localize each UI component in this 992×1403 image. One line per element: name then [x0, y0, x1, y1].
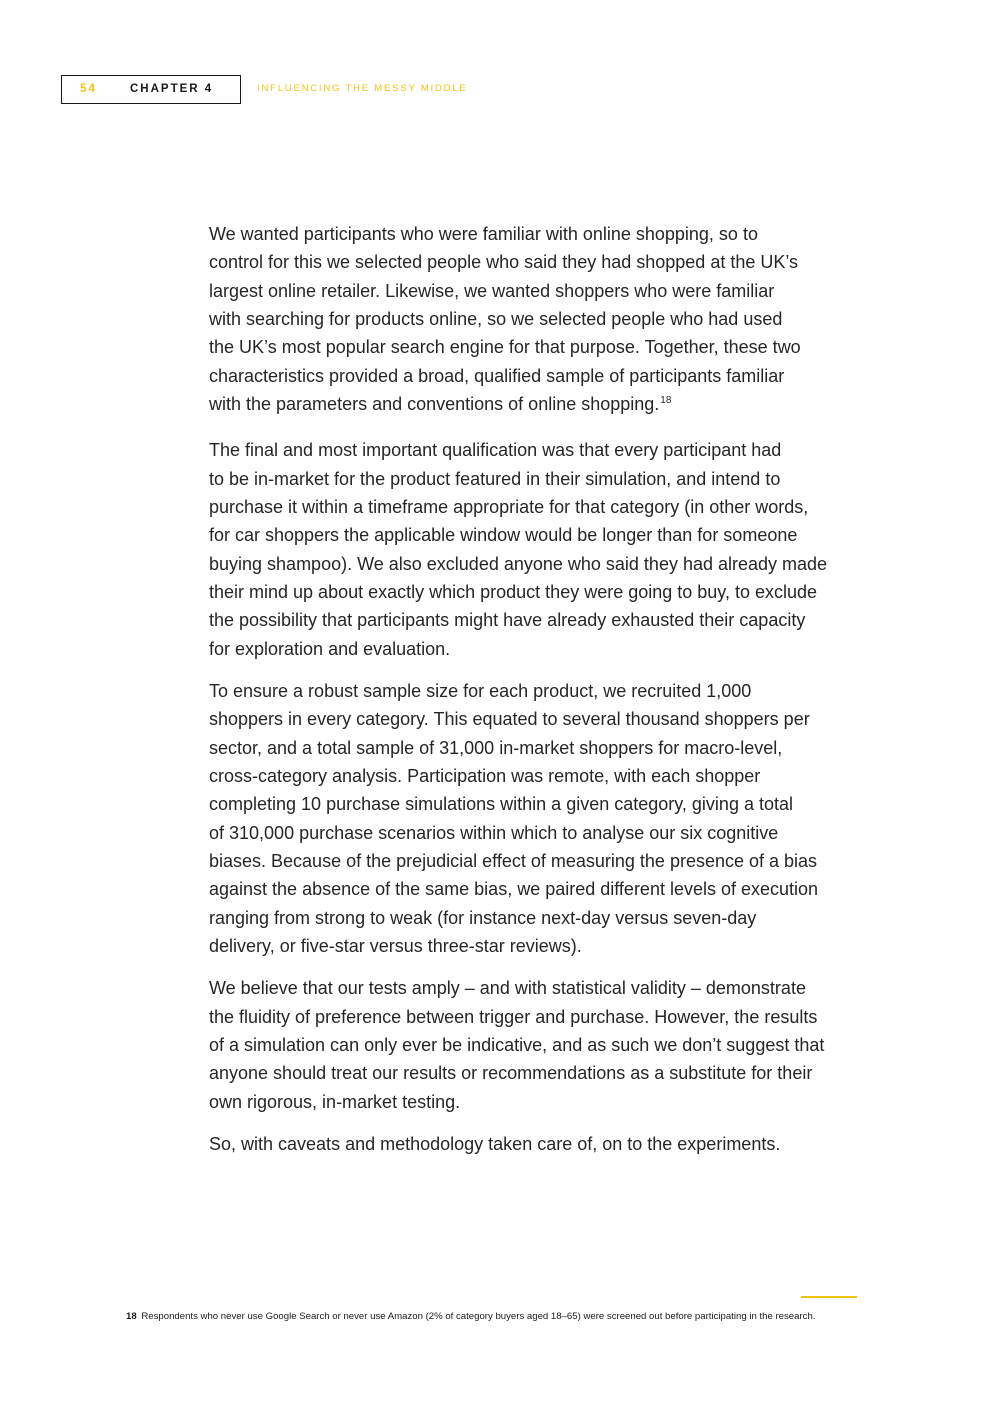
text-line: the UK’s most popular search engine for that purpose. Together, these two [209, 337, 801, 358]
text-line: control for this we selected people who said they had shopped at the UK’s [209, 252, 799, 273]
text-line: with the parameters and conventions of online shopping. [209, 393, 660, 414]
chapter-box [61, 75, 241, 104]
footnote-divider [801, 1296, 857, 1298]
text-line: So, with caveats and methodology taken care of, on to the experiments. [209, 1133, 781, 1154]
text-line: shoppers in every category. This equated to several thousand shoppers per [209, 709, 810, 730]
text-line-with-footnote [209, 390, 909, 422]
text-line: buying shampoo). We also excluded anyone who said they had already made [209, 553, 828, 574]
text-line: for exploration and evaluation. [209, 638, 451, 659]
text-line: ranging from strong to weak (for instance next-day versus seven-day [209, 907, 757, 928]
text-line: The final and most important qualification was that every participant had [209, 440, 782, 461]
text-line: biases. Because of the prejudicial effect of measuring the presence of a bias [209, 850, 818, 871]
paragraph-1 [209, 220, 909, 422]
paragraph-2 [209, 436, 909, 663]
text-line: purchase it within a timeframe appropriate for that category (in other words, [209, 496, 809, 517]
text-line: characteristics provided a broad, qualified sample of participants familiar [209, 365, 785, 386]
footnote [126, 1311, 815, 1323]
text-line: To ensure a robust sample size for each product, we recruited 1,000 [209, 680, 752, 701]
text-line: completing 10 purchase simulations within a given category, giving a total [209, 794, 793, 815]
paragraph-4 [209, 974, 909, 1116]
text-line: cross-category analysis. Participation was remote, with each shopper [209, 765, 761, 786]
text-line: for car shoppers the applicable window would be longer than for someone [209, 525, 798, 546]
text-line: the fluidity of preference between trigger and purchase. However, the results [209, 1006, 818, 1027]
text-line: anyone should treat our results or recommendations as a substitute for their [209, 1063, 813, 1084]
chapter-label: CHAPTER 4 [130, 83, 214, 95]
text-line: We wanted participants who were familiar with online shopping, so to [209, 224, 758, 244]
text-line: own rigorous, in-market testing. [209, 1091, 461, 1112]
footnote-reference[interactable]: 18 [660, 394, 672, 406]
section-title: INFLUENCING THE MESSY MIDDLE [257, 83, 468, 94]
text-line: their mind up about exactly which product they were going to buy, to exclude [209, 581, 818, 602]
page-number: 54 [80, 83, 97, 95]
text-line: We believe that our tests amply – and with statistical validity – demonstrate [209, 978, 806, 999]
text-line: largest online retailer. Likewise, we wanted shoppers who were familiar [209, 280, 775, 301]
text-line: to be in-market for the product featured in their simulation, and intend to [209, 468, 781, 489]
text-line: of a simulation can only ever be indicative, and as such we don’t suggest that [209, 1034, 825, 1055]
text-line: of 310,000 purchase scenarios within which to analyse our six cognitive [209, 822, 779, 843]
text-line: against the absence of the same bias, we paired different levels of execution [209, 879, 819, 900]
paragraph-5 [209, 1130, 909, 1158]
text-line: sector, and a total sample of 31,000 in-market shoppers for macro-level, [209, 737, 783, 758]
paragraph-3 [209, 677, 909, 960]
text-line: with searching for products online, so we selected people who had used [209, 308, 783, 329]
footnote-text: Respondents who never use Google Search or never use Amazon (2% of category buyers aged 18–65) were screened out before participating in the research. [141, 1311, 816, 1322]
footnote-number: 18 [126, 1311, 137, 1322]
body-text [209, 220, 909, 1172]
text-line: delivery, or five-star versus three-star reviews). [209, 935, 582, 956]
text-line: the possibility that participants might have already exhausted their capacity [209, 610, 806, 631]
